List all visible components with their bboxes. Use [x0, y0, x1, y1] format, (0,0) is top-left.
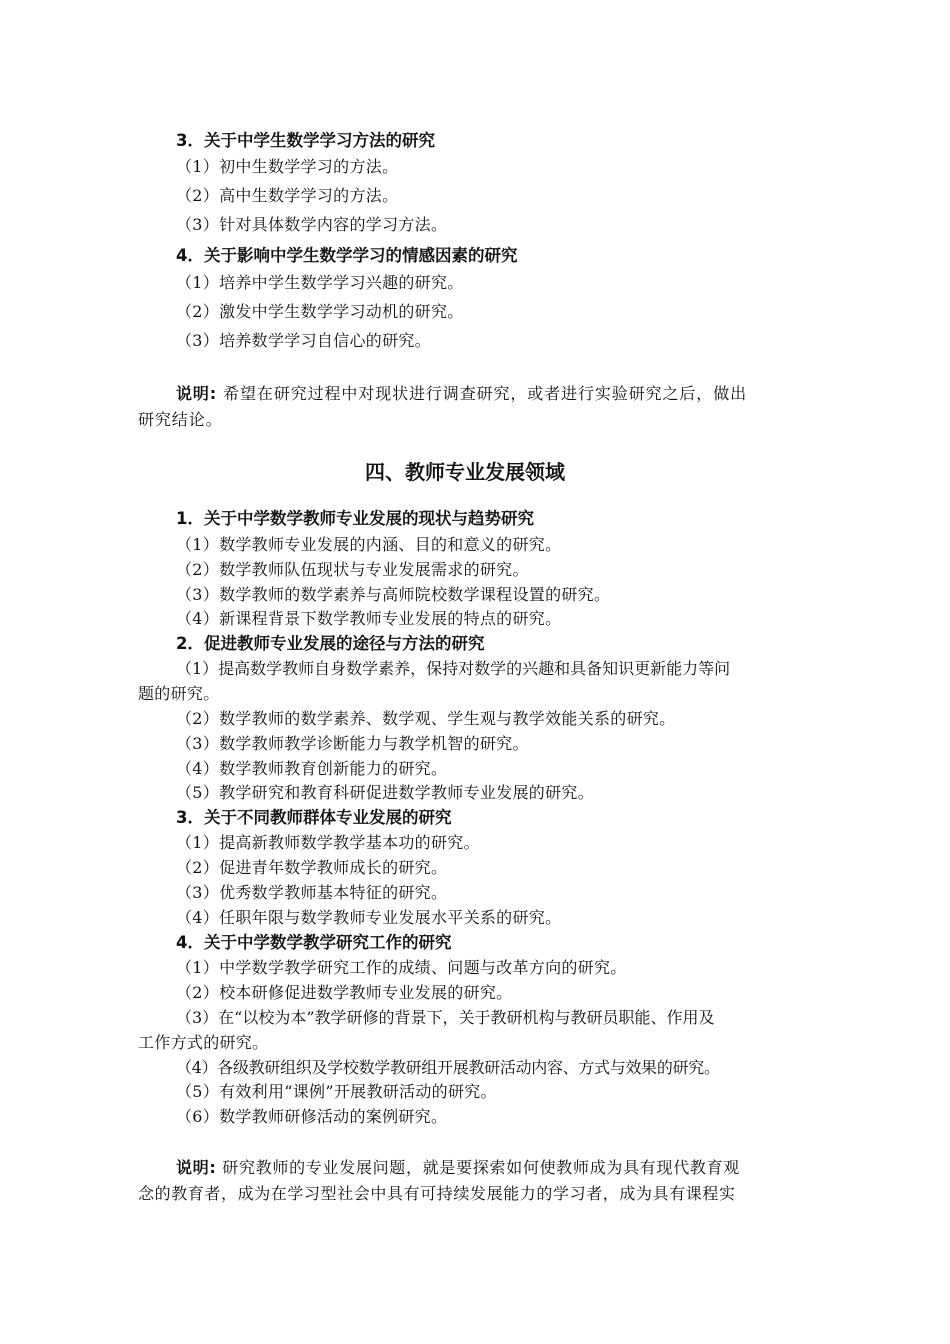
list-item: （3）数学教师的数学素养与高师院校数学课程设置的研究。	[176, 585, 611, 604]
note-paragraph-line: 念的教育者，成为在学习型社会中具有可持续发展能力的学习者，成为具有课程实	[138, 1184, 736, 1203]
list-item: （3）优秀数学教师基本特征的研究。	[176, 883, 448, 902]
list-item: （1）提高数学教师自身数学素养，保持对数学的兴趣和具备知识更新能力等问	[176, 659, 731, 678]
list-item: （6）数学教师研修活动的案例研究。	[176, 1107, 448, 1126]
list-item: （3）在“以校为本”教学研修的背景下，关于教研机构与教研员职能、作用及	[176, 1008, 715, 1027]
list-item: （4）新课程背景下数学教师专业发展的特点的研究。	[176, 609, 562, 628]
list-item: （2）校本研修促进数学教师专业发展的研究。	[176, 983, 513, 1002]
subheading-2-approaches: 2．促进教师专业发展的途径与方法的研究	[176, 634, 485, 653]
list-item: （2）数学教师队伍现状与专业发展需求的研究。	[176, 560, 529, 579]
list-item: （1）提高新教师数学教学基本功的研究。	[176, 833, 480, 852]
list-item: （5）有效利用“课例”开展教研活动的研究。	[176, 1082, 497, 1101]
list-item-continuation: 工作方式的研究。	[138, 1033, 269, 1052]
list-item: （3）培养数学学习自信心的研究。	[176, 331, 431, 350]
list-item: （5）教学研究和教育科研促进数学教师专业发展的研究。	[176, 783, 594, 802]
section-title: 四、教师专业发展领域	[365, 460, 565, 484]
list-item: （4）数学教师教育创新能力的研究。	[176, 759, 448, 778]
list-item: （4）任职年限与数学教师专业发展水平关系的研究。	[176, 908, 562, 927]
note-label: 说明:	[176, 384, 218, 403]
list-item: （1）初中生数学学习的方法。	[176, 157, 399, 176]
note-text: 希望在研究过程中对现状进行调查研究，或者进行实验研究之后，做出	[223, 384, 748, 403]
note-text: 研究教师的专业发展问题，就是要探索如何使教师成为具有现代教育观	[222, 1158, 740, 1177]
subheading-4-affective-factors: 4．关于影响中学生数学学习的情感因素的研究	[176, 246, 518, 265]
subheading-4-teaching-research: 4．关于中学数学教学研究工作的研究	[176, 933, 452, 952]
list-item-continuation: 题的研究。	[138, 684, 220, 703]
list-item: （1）数学教师专业发展的内涵、目的和意义的研究。	[176, 535, 562, 554]
subheading-1-status-trends: 1．关于中学数学教师专业发展的现状与趋势研究	[176, 509, 534, 528]
note-paragraph-line	[176, 382, 747, 406]
list-item: （1）中学数学教学研究工作的成绩、问题与改革方向的研究。	[176, 958, 627, 977]
list-item: （4）各级教研组织及学校数学教研组开展教研活动内容、方式与效果的研究。	[176, 1058, 720, 1077]
note-paragraph-line: 研究结论。	[138, 410, 223, 429]
list-item: （2）数学教师的数学素养、数学观、学生观与教学效能关系的研究。	[176, 709, 676, 728]
list-item: （1）培养中学生数学学习兴趣的研究。	[176, 273, 464, 292]
list-item: （2）激发中学生数学学习动机的研究。	[176, 302, 464, 321]
list-item: （2）促进青年数学教师成长的研究。	[176, 858, 448, 877]
list-item: （2）高中生数学学习的方法。	[176, 186, 399, 205]
note-label: 说明:	[176, 1158, 217, 1177]
list-item: （3）针对具体数学内容的学习方法。	[176, 215, 448, 234]
subheading-3-learning-methods: 3．关于中学生数学学习方法的研究	[176, 131, 435, 150]
subheading-3-teacher-groups: 3．关于不同教师群体专业发展的研究	[176, 808, 452, 827]
note-paragraph-line	[176, 1156, 740, 1180]
list-item: （3）数学教师教学诊断能力与教学机智的研究。	[176, 734, 529, 753]
